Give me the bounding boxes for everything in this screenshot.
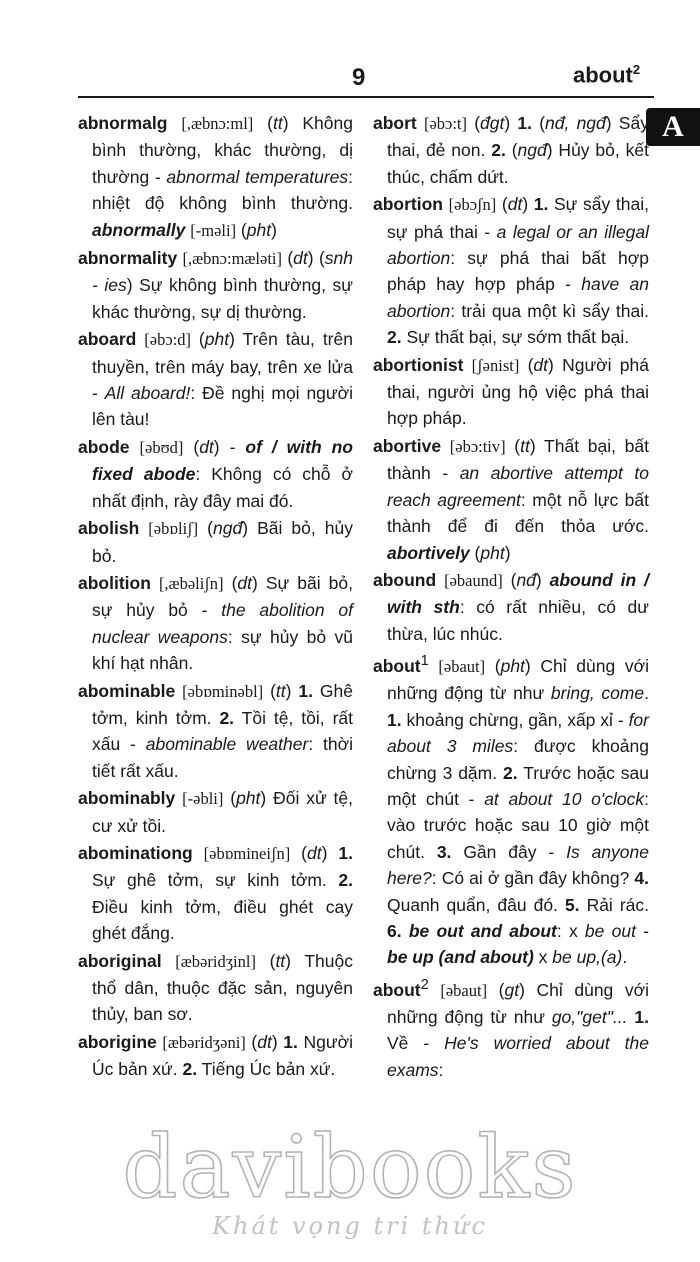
entry-bold-italic-text: be up (and about) bbox=[387, 947, 534, 968]
entry-text: ) bbox=[321, 842, 339, 863]
entry-text: : được khoảng chừng 3 dặm. bbox=[387, 736, 649, 783]
entry-bold-text: 1. bbox=[634, 1007, 649, 1028]
entry-text: ) Thất bại, bất thành - bbox=[387, 435, 649, 484]
entry-text: ( bbox=[198, 518, 214, 539]
entry-bold-text: 1. bbox=[517, 113, 533, 133]
dictionary-entry bbox=[373, 648, 649, 971]
entry-text: - bbox=[635, 921, 649, 942]
entry-italic-text: be up,(a) bbox=[552, 947, 623, 968]
entry-bold-text: 2. bbox=[503, 762, 518, 783]
entry-text: : một nỗ lực bất thành để đi đến thỏa ước. bbox=[387, 489, 649, 537]
entry-text: : Không có chỗ ở nhất định, rày đây mai đó. bbox=[92, 464, 353, 511]
entry-text: Gần đây - bbox=[451, 841, 567, 862]
entry-text: ) Sự không bình thường, sự khác thường, sự dị thường. bbox=[92, 275, 353, 322]
guide-word-superscript: 2 bbox=[632, 62, 641, 77]
entry-bold-text: 2. bbox=[219, 707, 235, 728]
guide-word-text: about bbox=[573, 62, 633, 88]
entry-italic-text: pht bbox=[236, 788, 261, 809]
pronunciation: [əbʊd] bbox=[139, 437, 184, 457]
entry-text: Tiếng Úc bản xứ. bbox=[197, 1059, 336, 1080]
homograph-number: 2 bbox=[420, 976, 429, 993]
entry-bold-text: 1. bbox=[283, 1031, 298, 1052]
entry-bold-text: abortive bbox=[373, 435, 442, 456]
entry-italic-text: tt bbox=[520, 435, 530, 456]
pronunciation: [əbɒmineiʃn] bbox=[203, 843, 291, 863]
entry-text bbox=[429, 656, 439, 676]
entry-italic-text: đgt bbox=[480, 113, 505, 133]
entry-text: ( bbox=[487, 979, 505, 1000]
entry-bold-text: 2. bbox=[182, 1059, 198, 1080]
entry-text: : trải qua một kì sẩy thai. bbox=[450, 300, 649, 321]
entry-bold-text: abominably bbox=[78, 788, 176, 809]
entry-bold-text: aboard bbox=[78, 329, 137, 350]
entry-text: ) bbox=[271, 1031, 284, 1052]
entry-text: ) bbox=[535, 569, 550, 590]
entry-text: ) Chỉ dùng với những động từ như bbox=[387, 655, 649, 704]
entry-bold-italic-text: abound in / with sth bbox=[387, 569, 649, 618]
pronunciation: [əbɔ:tiv] bbox=[449, 436, 506, 456]
pronunciation: [əbɔ:d] bbox=[144, 330, 191, 350]
entry-text: : có rất nhiều, có dư thừa, lúc nhúc. bbox=[387, 597, 649, 644]
entry-text: ) bbox=[504, 113, 518, 133]
entry-text: ) bbox=[522, 194, 534, 215]
dictionary-entry bbox=[78, 434, 353, 514]
entry-italic-text: gt bbox=[504, 979, 520, 1000]
entry-text: Ghê tởm, kinh tởm. bbox=[92, 680, 353, 728]
entry-text: : sự phá thai bất hợp pháp hay hợp pháp - bbox=[387, 248, 649, 295]
entry-bold-text: 1. bbox=[338, 842, 353, 863]
entry-italic-text: pht bbox=[500, 655, 525, 676]
entry-italic-text: dt bbox=[257, 1031, 272, 1052]
entry-italic-text: an abortive attempt to reach agreement bbox=[387, 463, 649, 510]
right-column bbox=[373, 110, 649, 1084]
pronunciation: [ʃənist] bbox=[471, 355, 520, 375]
entry-text: ( bbox=[263, 680, 276, 701]
entry-text: ( bbox=[223, 572, 238, 593]
entry-bold-text: abode bbox=[78, 436, 130, 457]
entry-bold-text: 4. bbox=[634, 868, 649, 889]
pronunciation: [əbɒminəbl] bbox=[182, 681, 264, 701]
entry-bold-text: abolition bbox=[78, 572, 151, 593]
page-number: 9 bbox=[352, 64, 366, 91]
entry-text: ( bbox=[245, 1031, 258, 1052]
entry-text: ( bbox=[519, 354, 534, 375]
entry-text: Sự ghê tởm, sự kinh tởm. bbox=[92, 870, 339, 891]
entry-italic-text: pht bbox=[480, 542, 505, 563]
entry-italic-text: abominable weather bbox=[145, 734, 309, 755]
entry-text: ) Đối xử tệ, cư xử tồi. bbox=[92, 788, 353, 836]
entry-text: ( bbox=[183, 436, 200, 457]
entry-bold-text: abominable bbox=[78, 680, 176, 701]
entry-bold-text: 2. bbox=[491, 140, 506, 161]
entry-text: Tồi tệ, tồi, rất xấu - bbox=[92, 707, 353, 755]
left-column bbox=[78, 110, 353, 1084]
entry-text: : bbox=[438, 1059, 444, 1080]
entry-text bbox=[402, 921, 409, 941]
entry-italic-text: dt bbox=[293, 248, 308, 269]
entry-italic-text: nđ bbox=[516, 569, 536, 590]
pronunciation: [-əbli] bbox=[182, 789, 224, 809]
entry-italic-text: the abolition of nuclear weapons bbox=[92, 600, 353, 647]
entry-text: ) - bbox=[213, 436, 246, 457]
entry-bold-text: abort bbox=[373, 113, 417, 133]
entry-text: ) Bãi bỏ, hủy bỏ. bbox=[92, 518, 353, 566]
pronunciation: [,æbnɔ:ml] bbox=[181, 114, 254, 133]
entry-text: ( bbox=[223, 788, 237, 809]
entry-text: : x bbox=[556, 921, 585, 942]
pronunciation: [əbɒliʃ] bbox=[148, 519, 199, 539]
entry-text: : Đề nghị mọi người lên tàu! bbox=[92, 383, 353, 430]
entry-italic-text: dt bbox=[507, 194, 523, 215]
entry-text: ) Trên tàu, trên thuyền, trên máy bay, trên xe lửa - bbox=[92, 329, 353, 404]
entry-bold-text: abound bbox=[373, 569, 437, 590]
entry-text: ( bbox=[496, 194, 508, 215]
entry-bold-text: 3. bbox=[436, 841, 452, 862]
entry-bold-italic-text: abortively bbox=[387, 542, 470, 563]
entry-italic-text: dt bbox=[199, 436, 214, 457]
entry-text: ( bbox=[255, 950, 276, 971]
entry-bold-text: about bbox=[373, 655, 421, 676]
dictionary-entry bbox=[78, 840, 353, 947]
alphabet-thumb-tab: A bbox=[646, 108, 700, 146]
entry-text: ) Hủy bỏ, kết thúc, chấm dứt. bbox=[387, 140, 649, 187]
guide-word bbox=[573, 62, 640, 88]
dictionary-entry bbox=[373, 352, 649, 432]
entry-text: ( bbox=[253, 113, 273, 133]
homograph-number: 1 bbox=[420, 653, 429, 670]
entry-italic-text: tt bbox=[272, 113, 283, 133]
pronunciation: [əbɔ:t] bbox=[423, 114, 468, 133]
pronunciation: [,æbəliʃn] bbox=[158, 573, 224, 593]
entry-text bbox=[436, 570, 444, 590]
entry-bold-text: abortionist bbox=[373, 354, 464, 375]
entry-text: ( bbox=[505, 140, 518, 161]
dictionary-entry bbox=[373, 972, 649, 1083]
entry-text: Về - bbox=[387, 1033, 445, 1054]
entry-italic-text: abnormal temperatures bbox=[166, 166, 349, 187]
pronunciation: [əbaund] bbox=[444, 570, 503, 590]
entry-text: . bbox=[622, 947, 628, 968]
entry-bold-text: abolish bbox=[78, 518, 140, 539]
entry-text: Rải rác. bbox=[579, 894, 650, 915]
entry-italic-text: He's worried about the exams bbox=[387, 1033, 649, 1080]
entry-text: ( bbox=[282, 248, 294, 269]
entry-text bbox=[429, 980, 441, 1000]
entry-text: ( bbox=[236, 219, 247, 240]
pronunciation: [æbəridʒinl] bbox=[175, 951, 256, 971]
entry-italic-text: ngđ bbox=[213, 518, 243, 539]
entry-bold-text: abnormalg bbox=[78, 113, 168, 133]
entry-italic-text: dt bbox=[533, 354, 549, 375]
entry-italic-text: tt bbox=[275, 950, 286, 971]
dictionary-entry bbox=[78, 678, 353, 785]
entry-text: ) Sự bãi bỏ, sự hủy bỏ - bbox=[92, 572, 353, 621]
entry-bold-text: abnormality bbox=[78, 248, 178, 269]
entry-italic-text: have an abortion bbox=[387, 274, 649, 321]
entry-text bbox=[463, 355, 471, 375]
entry-text: : thời tiết rất xấu. bbox=[92, 734, 353, 781]
entry-italic-text: for about 3 miles bbox=[387, 709, 649, 757]
pronunciation: [əbaut] bbox=[438, 656, 486, 676]
entry-italic-text: nđ, ngđ bbox=[545, 113, 606, 133]
entry-text: ) Sẩy thai, đẻ non. bbox=[387, 113, 649, 161]
entry-text bbox=[162, 951, 176, 971]
watermark-brand: davibooks bbox=[122, 1118, 578, 1218]
entry-bold-text: 2. bbox=[338, 870, 353, 891]
entry-text: ) Chỉ dùng với những động từ như bbox=[387, 979, 649, 1028]
pronunciation: [-məli] bbox=[190, 220, 237, 240]
entry-text: khoảng chừng, gần, xấp xỉ - bbox=[401, 709, 629, 730]
entry-text: Quanh quẩn, đâu đó. bbox=[387, 894, 565, 915]
entry-text bbox=[167, 113, 181, 133]
entry-bold-text: abominationg bbox=[78, 842, 193, 863]
entry-italic-text: bring, come bbox=[550, 683, 645, 704]
entry-text: x bbox=[533, 947, 553, 968]
entry-italic-text: go,"get"... bbox=[551, 1007, 628, 1028]
entry-italic-text: dt bbox=[306, 842, 322, 863]
entry-text: . bbox=[644, 683, 649, 704]
entry-text: ) Thuộc thổ dân, thuộc đặc sản, nguyên thủy, ban sơ. bbox=[92, 950, 353, 1025]
entry-bold-text: aboriginal bbox=[78, 950, 162, 971]
watermark-slogan: Khát vọng tri thức bbox=[212, 1212, 488, 1240]
entry-text: ( bbox=[469, 542, 481, 563]
entry-text: ( bbox=[485, 655, 501, 676]
dictionary-entry bbox=[78, 326, 353, 433]
entry-bold-text: aborigine bbox=[78, 1031, 157, 1052]
entry-text: ( bbox=[532, 113, 546, 133]
dictionary-entry bbox=[78, 570, 353, 677]
entry-italic-text: Is anyone here? bbox=[387, 841, 649, 889]
dictionary-entry bbox=[78, 245, 353, 325]
pronunciation: [əbaut] bbox=[440, 980, 488, 1000]
entry-text: ( bbox=[191, 329, 205, 350]
entry-text bbox=[139, 518, 148, 538]
entry-bold-text: 1. bbox=[387, 709, 402, 730]
entry-italic-text: a legal or an illegal abortion bbox=[387, 221, 649, 269]
entry-italic-text: snh - ies bbox=[92, 248, 353, 296]
entry-bold-text: 6. bbox=[387, 921, 402, 942]
entry-text bbox=[151, 573, 159, 593]
entry-text: : nhiệt độ không bình thường. bbox=[92, 166, 353, 214]
dictionary-entry bbox=[373, 567, 649, 647]
entry-text: : sự hủy bỏ vũ khí hạt nhân. bbox=[92, 626, 353, 674]
entry-text: Sự sẩy thai, sự phá thai - bbox=[387, 194, 649, 242]
entry-italic-text: dt bbox=[237, 572, 253, 593]
entry-text: Điều kinh tởm, điều ghét cay ghét đắng. bbox=[92, 896, 353, 944]
entry-italic-text: tt bbox=[275, 680, 286, 701]
entry-text: ( bbox=[505, 435, 521, 456]
entry-text: ( bbox=[290, 842, 307, 863]
entry-text: ) bbox=[285, 680, 299, 701]
entry-text bbox=[417, 113, 424, 133]
entry-text: ) bbox=[271, 219, 277, 240]
entry-text: ) ( bbox=[307, 248, 325, 269]
entry-bold-text: 2. bbox=[387, 327, 402, 348]
pronunciation: [əbɔʃn] bbox=[448, 195, 497, 215]
dictionary-entry bbox=[78, 110, 353, 244]
entry-italic-text: ngđ bbox=[517, 140, 547, 161]
dictionary-entry bbox=[78, 515, 353, 569]
pronunciation: [æbəridʒəni] bbox=[162, 1032, 246, 1052]
entry-text: ( bbox=[502, 569, 517, 590]
entry-text: : vào trước hoặc sau 10 giờ một chút. bbox=[387, 788, 649, 862]
entry-italic-text: pht bbox=[246, 219, 272, 240]
entry-bold-text: about bbox=[373, 979, 421, 1000]
entry-bold-text: 1. bbox=[298, 680, 313, 701]
dictionary-entry bbox=[373, 433, 649, 566]
entry-italic-text: pht bbox=[204, 329, 230, 350]
entry-text: ) bbox=[504, 542, 511, 563]
entry-bold-italic-text: of / with no fixed abode bbox=[92, 436, 353, 485]
entry-text: Trước hoặc sau một chút - bbox=[387, 762, 649, 809]
entry-text: ) Không bình thường, khác thường, dị thường - bbox=[92, 113, 353, 187]
dictionary-entry bbox=[373, 110, 649, 190]
entry-italic-text: be out bbox=[584, 921, 636, 942]
dictionary-entry bbox=[373, 191, 649, 350]
entry-text: : Có ai ở gần đây không? bbox=[431, 868, 635, 889]
entry-text: ) Người phá thai, người ủng hộ việc phá thai hợp pháp. bbox=[387, 354, 649, 429]
entry-bold-italic-text: be out and about bbox=[408, 921, 557, 942]
header-rule bbox=[78, 96, 654, 98]
entry-bold-text: 5. bbox=[564, 894, 580, 915]
dictionary-entry bbox=[78, 948, 353, 1028]
entry-text bbox=[441, 436, 450, 456]
entry-text: Người Úc bản xứ. bbox=[92, 1031, 353, 1080]
entry-text: ( bbox=[467, 113, 481, 133]
entry-italic-text: at about 10 o'clock bbox=[484, 788, 645, 809]
entry-text bbox=[193, 843, 204, 863]
pronunciation: [,æbnɔ:mæləti] bbox=[182, 249, 282, 269]
entry-italic-text: All aboard! bbox=[104, 383, 191, 404]
entry-text: Sự thất bại, sự sớm thất bại. bbox=[401, 327, 630, 348]
dictionary-entry bbox=[78, 1029, 353, 1083]
dictionary-entry bbox=[78, 785, 353, 839]
entry-text bbox=[130, 437, 140, 457]
entry-bold-italic-text: abnormally bbox=[92, 219, 186, 240]
entry-bold-text: 1. bbox=[533, 194, 549, 215]
entry-bold-text: abortion bbox=[373, 194, 443, 215]
